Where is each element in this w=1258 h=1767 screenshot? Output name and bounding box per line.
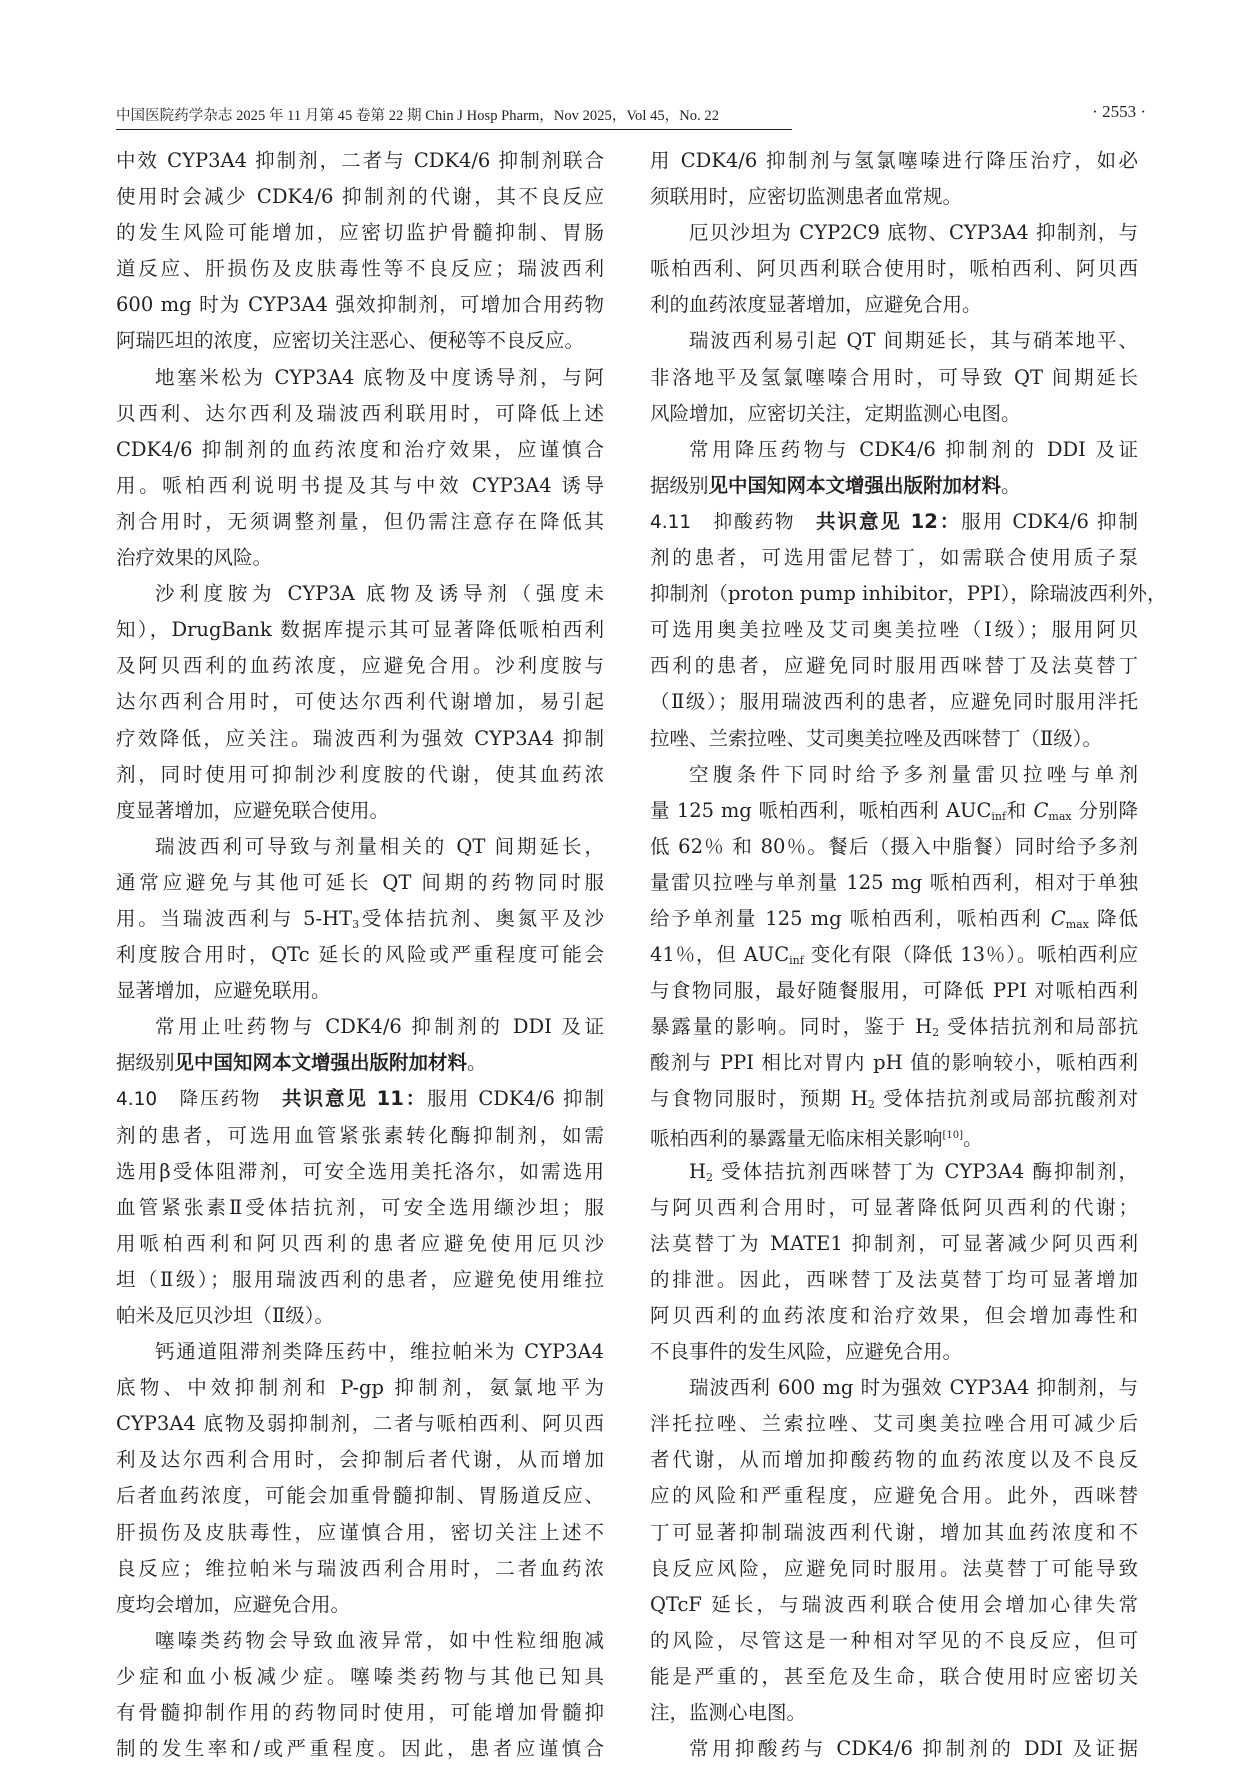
text-line (650, 793, 1138, 829)
text-line: 知），DrugBank 数据库提示其可显著降低哌柏西利 (116, 618, 604, 642)
line-text: 受体拮抗剂西咪替丁为 CYP3A4 酶抑制剂， (713, 1159, 1138, 1183)
text-line: 选用β受体阻滞剂，可安全选用美托洛尔，如需选用 (116, 1159, 604, 1183)
text-line: 的风险，尽管这是一种相对罕见的不良反应，但可 (650, 1628, 1138, 1652)
text-line (650, 1118, 1138, 1154)
text-line: 法莫替丁为 MATE1 抑制剂，可显著减少阿贝西利 (650, 1231, 1138, 1255)
text-line: 用 CDK4/6 抑制剂与氢氯噻嗪进行降压治疗，如必 (650, 149, 1138, 172)
line-text: 服用 CDK4/6 抑制 (961, 509, 1138, 533)
text-line: 利的血药浓度显著增加，应避免合用。 (650, 293, 982, 317)
paragraph-start: 钙通道阻滞剂类降压药中，维拉帕米为 CYP3A4 (155, 1340, 604, 1364)
italic-symbol: C (1033, 798, 1049, 822)
text-line (650, 1081, 1138, 1117)
subscript: 2 (867, 1098, 875, 1112)
paragraph-start: 常用抑酸药与 CDK4/6 抑制剂的 DDI 及证据 (689, 1737, 1138, 1761)
text-line: 少症和血小板减少症。噻嗪类药物与其他已知具 (116, 1664, 604, 1688)
text-line: 与阿贝西利合用时，可显著降低阿贝西利的代谢； (650, 1195, 1138, 1219)
consensus-label: 共识意见 11： (282, 1087, 428, 1111)
line-text: 。 (963, 1126, 983, 1150)
text-line: 不良事件的发生风险，应避免合用。 (650, 1340, 963, 1364)
line-text: 。 (1001, 473, 1021, 497)
line-text: H (689, 1159, 707, 1183)
consensus-label: 共识意见 12： (816, 509, 962, 533)
right-column (650, 143, 1167, 1767)
paragraph-start: 瑞波西利可导致与剂量相关的 QT 间期延长， (155, 834, 604, 858)
text-line: 血管紧张素Ⅱ受体拮抗剂，可安全选用缬沙坦；服 (116, 1195, 604, 1219)
line-text: 与食物同服时，预期 H (650, 1087, 868, 1111)
subscript: max (1048, 809, 1072, 823)
text-line: 底物、中效抑制剂和 P-gp 抑制剂，氨氯地平为 (116, 1376, 604, 1400)
text-line: 后者血药浓度，可能会加重骨髓抑制、胃肠道反应、 (116, 1484, 604, 1508)
text-line: 度均会增加，应避免合用。 (116, 1592, 351, 1616)
text-line: 能是严重的，甚至危及生命，联合使用时应密切关 (650, 1664, 1138, 1688)
line-text: 和 (1006, 798, 1034, 822)
line-text: 受体拮抗剂、奥氮平及沙 (359, 906, 604, 930)
line-text: 哌柏西利的暴露量无临床相关影响 (650, 1126, 943, 1150)
text-line: 良反应风险，应避免同时服用。法莫替丁可能导致 (650, 1556, 1138, 1580)
text-line: 阿贝西利的血药浓度和治疗效果，但会增加毒性和 (650, 1304, 1138, 1327)
line-text: 受体拮抗剂或局部抗酸剂对 (874, 1087, 1138, 1111)
section-heading (650, 504, 1138, 540)
line-text: 降低 (1088, 906, 1138, 930)
text-line: 坦（Ⅱ级）；服用瑞波西利的患者，应避免使用维拉 (116, 1267, 604, 1291)
text-line: 利及达尔西利合用时，会抑制后者代谢，从而增加 (116, 1448, 604, 1472)
text-line: 疗效降低，应关注。瑞波西利为强效 CYP3A4 抑制 (116, 726, 604, 750)
text-line: 及阿贝西利的血药浓度，应避免合用。沙利度胺与 (116, 654, 604, 678)
text-line: 量雷贝拉唑与单剂量 125 mg 哌柏西利，相对于单独 (650, 870, 1138, 894)
paragraph-start: 沙利度胺为 CYP3A 底物及诱导剂（强度未 (155, 582, 604, 606)
text-line: CYP3A4 底物及弱抑制剂，二者与哌柏西利、阿贝西 (116, 1412, 604, 1436)
text-line: 帕米及厄贝沙坦（Ⅱ级）。 (116, 1304, 335, 1327)
text-line: 阿瑞匹坦的浓度，应密切关注恶心、便秘等不良反应。 (116, 329, 585, 353)
text-line (116, 901, 604, 937)
text-line: 抑制剂（proton pump inhibitor，PPI），除瑞波西利外， (650, 582, 1167, 606)
text-line: 泮托拉唑、兰索拉唑、艾司奥美拉唑合用可减少后 (650, 1412, 1138, 1436)
subscript: 2 (932, 1026, 940, 1040)
text-line: 用哌柏西利和阿贝西利的患者应避免使用厄贝沙 (116, 1231, 604, 1255)
line-text: 据级别 (116, 1051, 175, 1075)
text-line: 拉唑、兰索拉唑、艾司奥美拉唑及西咪替丁（Ⅱ级）。 (650, 726, 1103, 750)
line-text: 量 125 mg 哌柏西利，哌柏西利 AUC (650, 798, 992, 822)
text-line: 达尔西利合用时，可使达尔西利代谢增加，易引起 (116, 690, 604, 714)
left-column (116, 143, 604, 1767)
line-text: 用。当瑞波西利与 5-HT (116, 906, 353, 930)
supplement-link-text: 见中国知网本文增强出版附加材料 (708, 473, 1002, 497)
text-line: 剂的患者，可选用雷尼替丁，如需联合使用质子泵 (650, 546, 1138, 570)
text-line: 剂合用时，无须调整剂量，但仍需注意存在降低其 (116, 509, 604, 533)
text-line: 与食物同服，最好随餐服用，可降低 PPI 对哌柏西利 (650, 979, 1138, 1003)
subscript: 3 (352, 917, 360, 931)
citation-ref: [10] (942, 1129, 964, 1141)
text-line: 丁可显著抑制瑞波西利代谢，增加其血药浓度和不 (650, 1520, 1138, 1544)
text-line: 良反应；维拉帕米与瑞波西利合用时，二者血药浓 (116, 1556, 604, 1580)
text-line: 显著增加，应避免联用。 (116, 979, 331, 1003)
text-line (116, 1045, 604, 1081)
paragraph-start: 常用降压药物与 CDK4/6 抑制剂的 DDI 及证 (689, 437, 1138, 461)
line-text: 给予单剂量 125 mg 哌柏西利，哌柏西利 (650, 906, 1051, 930)
journal-citation: 中国医院药学杂志 2025 年 11 月第 45 卷第 22 期 Chin J Hosp Pharm，Nov 2025，Vol 45，No. 22 (116, 108, 719, 124)
text-line: 利度胺合用时，QTc 延长的风险或严重程度可能会 (116, 943, 604, 967)
line-text: 受体拮抗剂和局部抗 (939, 1015, 1138, 1039)
line-text: 暴露量的影响。同时，鉴于 H (650, 1015, 933, 1039)
text-line: 制的发生率和/或严重程度。因此，患者应谨慎合 (116, 1737, 604, 1761)
subscript: inf (991, 809, 1007, 823)
text-line: 注，监测心电图。 (650, 1701, 807, 1725)
line-text: 分别降 (1071, 798, 1138, 822)
text-line: 者代谢，从而增加抑酸药物的血药浓度以及不良反 (650, 1448, 1138, 1472)
text-line (650, 901, 1138, 937)
text-line: 贝西利、达尔西利及瑞波西利联用时，可降低上述 (116, 401, 604, 425)
text-line: 须联用时，应密切监测患者血常规。 (650, 185, 963, 209)
text-line: 可选用奥美拉唑及艾司奥美拉唑（Ⅰ级）；服用阿贝 (650, 618, 1138, 642)
text-line: 风险增加，应密切关注，定期监测心电图。 (650, 401, 1021, 425)
italic-symbol: C (1050, 906, 1066, 930)
line-text: 41％，但 AUC (650, 943, 790, 967)
text-line: 的排泄。因此，西咪替丁及法莫替丁均可显著增加 (650, 1267, 1138, 1291)
section-heading (116, 1081, 604, 1117)
subscript: max (1065, 917, 1089, 931)
running-header (116, 104, 1146, 128)
paragraph-start: 空腹条件下同时给予多剂量雷贝拉唑与单剂 (689, 762, 1138, 786)
text-line: CDK4/6 抑制剂的血药浓度和治疗效果，应谨慎合 (116, 437, 604, 461)
text-line: 有骨髓抑制作用的药物同时使用，可能增加骨髓抑 (116, 1701, 604, 1725)
text-line: 中效 CYP3A4 抑制剂，二者与 CDK4/6 抑制剂联合 (116, 149, 604, 172)
text-line (650, 1009, 1138, 1045)
line-text: 变化有限（降低 13％）。哌柏西利应 (803, 943, 1138, 967)
paragraph-start: 瑞波西利 600 mg 时为强效 CYP3A4 抑制剂，与 (689, 1376, 1138, 1400)
text-line: 600 mg 时为 CYP3A4 强效抑制剂，可增加合用药物 (116, 293, 604, 317)
line-text: 服用 CDK4/6 抑制 (427, 1087, 604, 1111)
text-line: 治疗效果的风险。 (116, 546, 273, 570)
paragraph-start: 常用止吐药物与 CDK4/6 抑制剂的 DDI 及证 (155, 1015, 604, 1039)
paragraph-start (650, 1154, 1138, 1190)
section-title: 4.11 抑酸药物 (650, 511, 816, 533)
subscript: 2 (706, 1170, 714, 1184)
text-line: QTcF 延长，与瑞波西利联合使用会增加心律失常 (650, 1592, 1138, 1616)
text-line (650, 468, 1138, 504)
text-line: 应的风险和严重程度，应避免合用。此外，西咪替 (650, 1484, 1138, 1508)
text-line: 道反应、肝损伤及皮肤毒性等不良反应；瑞波西利 (116, 257, 604, 281)
page-number: · 2553 · (1092, 102, 1146, 121)
line-text: 。 (467, 1051, 487, 1075)
text-line: （Ⅱ级）；服用瑞波西利的患者，应避免同时服用泮托 (650, 690, 1138, 714)
paragraph-start: 瑞波西利易引起 QT 间期延长，其与硝苯地平、 (689, 329, 1138, 353)
text-line: 度显著增加，应避免联合使用。 (116, 798, 390, 822)
header-rule (116, 129, 792, 130)
text-line: 酸剂与 PPI 相比对胃内 pH 值的影响较小，哌柏西利 (650, 1051, 1138, 1075)
section-title: 4.10 降压药物 (116, 1089, 282, 1111)
text-line: 使用时会减少 CDK4/6 抑制剂的代谢，其不良反应 (116, 185, 604, 209)
text-line (650, 937, 1138, 973)
text-line: 西利的患者，应避免同时服用西咪替丁及法莫替丁 (650, 654, 1138, 678)
supplement-link-text: 见中国知网本文增强出版附加材料 (174, 1051, 468, 1075)
text-line: 通常应避免与其他可延长 QT 间期的药物同时服 (116, 870, 604, 894)
text-line: 肝损伤及皮肤毒性，应谨慎合用，密切关注上述不 (116, 1520, 604, 1544)
text-line: 的发生风险可能增加，应密切监护骨髓抑制、胃肠 (116, 221, 604, 245)
paragraph-start: 厄贝沙坦为 CYP2C9 底物、CYP3A4 抑制剂，与 (689, 221, 1138, 245)
text-line: 哌柏西利、阿贝西利联合使用时，哌柏西利、阿贝西 (650, 257, 1138, 281)
subscript: inf (789, 954, 804, 968)
text-line: 剂，同时使用可抑制沙利度胺的代谢，使其血药浓 (116, 762, 604, 786)
text-line: 用。哌柏西利说明书提及其与中效 CYP3A4 诱导 (116, 473, 604, 497)
paragraph-start: 地塞米松为 CYP3A4 底物及中度诱导剂，与阿 (155, 365, 604, 389)
text-line: 低 62％ 和 80％。餐后（摄入中脂餐）同时给予多剂 (650, 834, 1138, 858)
text-line: 非洛地平及氢氯噻嗪合用时，可导致 QT 间期延长 (650, 365, 1138, 389)
text-line: 剂的患者，可选用血管紧张素转化酶抑制剂，如需 (116, 1123, 604, 1147)
line-text: 据级别 (650, 473, 709, 497)
paragraph-start: 噻嗪类药物会导致血液异常，如中性粒细胞减 (155, 1628, 604, 1652)
